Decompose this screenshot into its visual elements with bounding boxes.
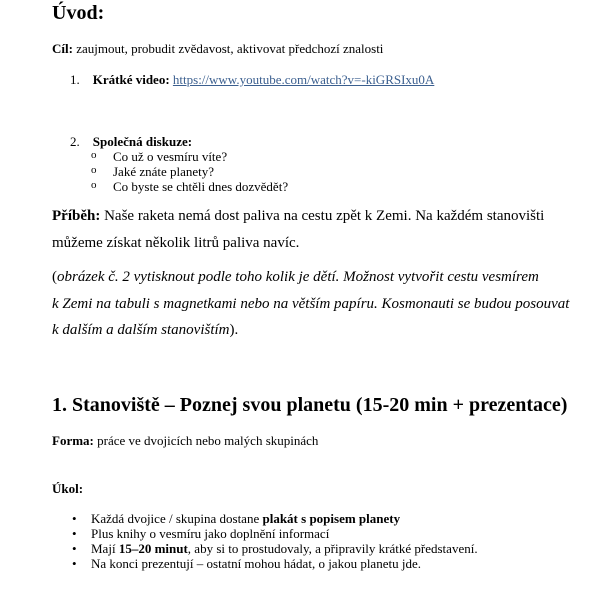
note-close-paren: ).: [229, 322, 239, 338]
bullet-bold-text: plakát s popisem planety: [262, 511, 401, 526]
bullet-text-end: , aby si to prostudovaly, a připravily krátké představení.: [187, 541, 478, 556]
list-item: [72, 541, 478, 557]
story-line-2: můžeme získat několik litrů paliva navíc.: [52, 235, 300, 251]
circle-bullet-icon: o: [91, 164, 97, 176]
goal-line: [52, 41, 383, 57]
bullet-text: Každá dvojice / skupina dostane: [91, 511, 263, 526]
goal-text: zaujmout, probudit zvědavost, aktivovat předchozí znalosti: [72, 41, 384, 56]
list-item: [72, 556, 421, 572]
circle-bullet-icon: o: [91, 149, 97, 161]
list-item: [72, 526, 330, 542]
question-text: Co byste se chtěli dnes dozvědět?: [113, 179, 289, 194]
circle-bullet-icon: o: [91, 179, 97, 191]
list-number: 1.: [70, 72, 80, 87]
video-label: Krátké video:: [92, 72, 170, 87]
note-line-2: [52, 296, 569, 313]
ukol-label: Úkol:: [52, 481, 84, 496]
bullet-text: Na konci prezentují – ostatní mohou hádat, o jakou planetu jde.: [91, 556, 421, 571]
list-item: [91, 179, 289, 195]
bullet-icon: •: [72, 526, 77, 541]
discussion-label: Společná diskuze:: [92, 134, 193, 149]
forma-label: Forma:: [52, 433, 94, 448]
question-text: Jaké znáte planety?: [113, 164, 215, 179]
bullet-bold-text: 15–20 minut: [118, 541, 188, 556]
story-line-1: [52, 208, 544, 225]
note-text-1: obrázek č. 2 vytisknout podle toho kolik je dětí. Možnost vytvořit cestu vesmírem: [57, 269, 539, 285]
note-line-1: [52, 269, 539, 286]
list-item: [72, 511, 401, 527]
list-item-video: [70, 72, 434, 88]
question-text: Co už o vesmíru víte?: [113, 149, 228, 164]
list-item: [91, 164, 215, 180]
list-number: 2.: [70, 134, 80, 149]
bullet-icon: •: [72, 541, 77, 556]
note-line-3: [52, 322, 238, 339]
forma-text: práce ve dvojicích nebo malých skupinách: [93, 433, 319, 448]
story-label: Příběh:: [52, 208, 101, 224]
bullet-icon: •: [72, 556, 77, 571]
station1-heading: 1. Stanoviště – Poznej svou planetu (15-20 min + prezentace): [52, 394, 568, 416]
list-item-discussion: [70, 134, 192, 150]
bullet-icon: •: [72, 511, 77, 526]
forma-line: [52, 433, 318, 449]
list-item: [91, 149, 228, 165]
note-text-3: k dalším a dalším stanovištím: [52, 322, 230, 338]
bullet-text: Plus knihy o vesmíru jako doplnění informací: [91, 526, 330, 541]
story-text-1: Naše raketa nemá dost paliva na cestu zpět k Zemi. Na každém stanovišti: [100, 208, 545, 224]
note-open-paren: (: [52, 269, 57, 285]
video-link[interactable]: https://www.youtube.com/watch?v=-kiGRSIxu0A: [172, 72, 435, 87]
goal-label: Cíl:: [52, 41, 73, 56]
intro-heading: Úvod:: [52, 2, 105, 24]
note-text-2: k Zemi na tabuli s magnetkami nebo na větším papíru. Kosmonauti se budou posouvat: [52, 296, 570, 312]
bullet-text: Mají: [91, 541, 119, 556]
